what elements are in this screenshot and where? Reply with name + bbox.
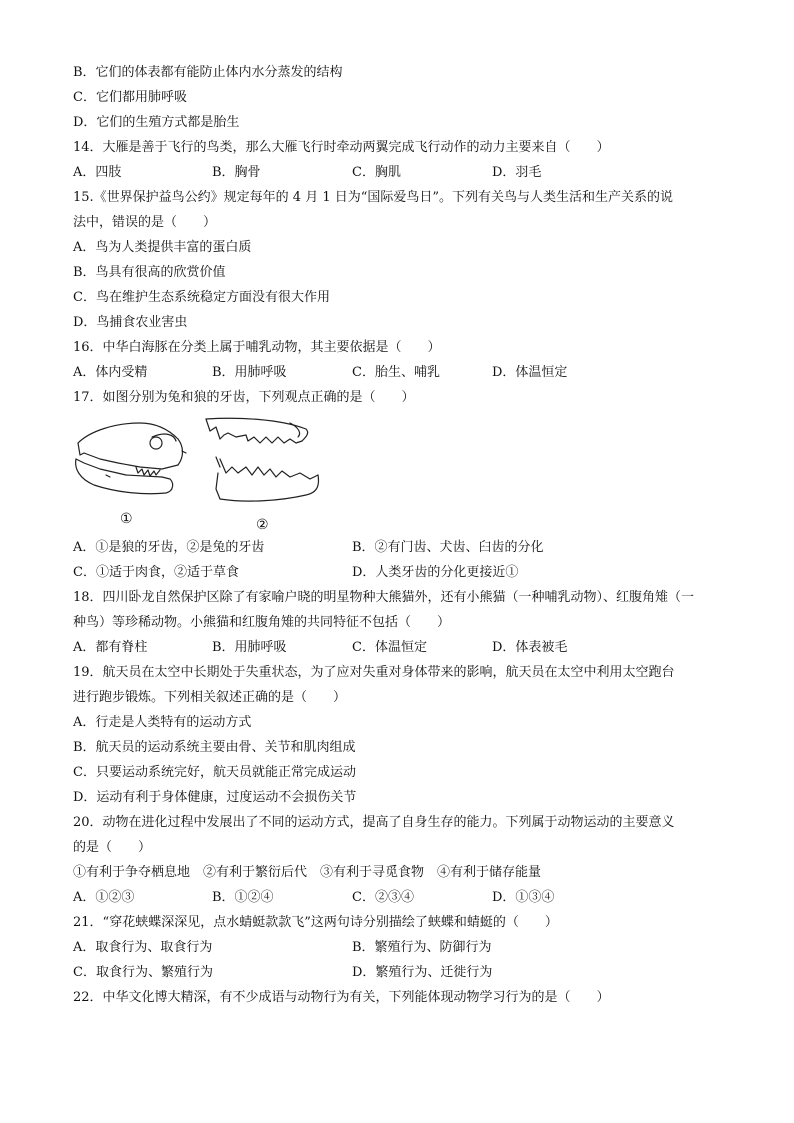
q14-option-b: B．胸骨 xyxy=(212,165,261,180)
question-20-line2: 的是（ ） xyxy=(73,840,152,855)
q20-option-c: C．②③④ xyxy=(352,890,414,905)
q17-option-b: B．②有门齿、犬齿、臼齿的分化 xyxy=(352,540,544,555)
q14-option-c: C．胸肌 xyxy=(352,165,401,180)
q20-option-d: D．①③④ xyxy=(492,890,555,905)
q20-option-a: A．①②③ xyxy=(73,890,135,905)
q19-option-c: C．只要运动系统完好，航天员就能正常完成运动 xyxy=(73,765,356,780)
q17-option-c: C．①适于肉食，②适于草食 xyxy=(73,565,239,580)
q19-option-b: B．航天员的运动系统主要由骨、关节和肌肉组成 xyxy=(73,740,356,755)
q13-option-d: D．它们的生殖方式都是胎生 xyxy=(73,115,240,130)
q21-option-b: B．繁殖行为、防御行为 xyxy=(352,940,492,955)
q15-option-b: B．鸟具有很高的欣赏价值 xyxy=(73,265,226,280)
figure-label-1: ① xyxy=(120,511,133,527)
q15-option-a: A．鸟为人类提供丰富的蛋白质 xyxy=(73,240,252,255)
question-21: 21．“穿花蛱蝶深深见，点水蜻蜓款款飞”这两句诗分别描绘了蛱蝶和蜻蜓的（ ） xyxy=(73,915,558,930)
q19-option-d: D．运动有利于身体健康，过度运动不会损伤关节 xyxy=(73,790,357,805)
q16-option-d: D．体温恒定 xyxy=(492,365,568,380)
rabbit-skull-drawing xyxy=(76,423,186,494)
question-19-line2: 进行跑步锻炼。下列相关叙述正确的是（ ） xyxy=(73,690,347,705)
q21-option-a: A．取食行为、取食行为 xyxy=(73,940,213,955)
q16-option-b: B．用肺呼吸 xyxy=(212,365,287,380)
question-20-statements: ①有利于争夺栖息地 ②有利于繁衍后代 ③有利于寻觅食物 ④有利于储存能量 xyxy=(73,865,542,880)
question-19-line1: 19．航天员在太空中长期处于失重状态，为了应对失重对身体带来的影响，航天员在太空中利用太空跑台 xyxy=(73,665,675,680)
question-17: 17．如图分别为兔和狼的牙齿，下列观点正确的是（ ） xyxy=(73,390,415,405)
question-14: 14．大雁是善于飞行的鸟类，那么大雁飞行时牵动两翼完成飞行动作的动力主要来自（ ） xyxy=(73,140,610,155)
wolf-teeth-drawing xyxy=(206,418,319,501)
q20-option-b: B．①②④ xyxy=(212,890,274,905)
question-15-line1: 15.《世界保护益鸟公约》规定每年的 4 月 1 日为“国际爱鸟日”。下列有关鸟与人类生活和生产关系的说 xyxy=(73,190,674,205)
q15-option-c: C．鸟在维护生态系统稳定方面没有很大作用 xyxy=(73,290,330,305)
q21-option-c: C．取食行为、繁殖行为 xyxy=(73,965,213,980)
q19-option-a: A．行走是人类特有的运动方式 xyxy=(73,715,252,730)
question-18-line2: 种鸟）等珍稀动物。小熊猫和红腹角雉的共同特征不包括（ ） xyxy=(73,615,451,630)
question-18-line1: 18．四川卧龙自然保护区除了有家喻户晓的明星物种大熊猫外，还有小熊猫（一种哺乳动物）、红腹角雉（一 xyxy=(73,590,695,605)
question-20-line1: 20．动物在进化过程中发展出了不同的运动方式，提高了自身生存的能力。下列属于动物运动的主要意义 xyxy=(73,815,675,830)
q16-option-a: A．体内受精 xyxy=(73,365,148,380)
teeth-diagram-svg xyxy=(70,413,340,538)
q14-option-a: A．四肢 xyxy=(73,165,122,180)
q18-option-b: B．用肺呼吸 xyxy=(212,640,287,655)
q17-option-d: D．人类牙齿的分化更接近① xyxy=(352,565,519,580)
q13-option-c: C．它们都用肺呼吸 xyxy=(73,90,187,105)
question-16: 16．中华白海豚在分类上属于哺乳动物，其主要依据是（ ） xyxy=(73,340,441,355)
figure-label-2: ② xyxy=(256,517,269,533)
q13-option-b: B．它们的体表都有能防止体内水分蒸发的结构 xyxy=(73,65,343,80)
q18-option-d: D．体表被毛 xyxy=(492,640,568,655)
q18-option-a: A．都有脊柱 xyxy=(73,640,148,655)
q18-option-c: C．体温恒定 xyxy=(352,640,427,655)
q16-option-c: C．胎生、哺乳 xyxy=(352,365,440,380)
q21-option-d: D．繁殖行为、迁徙行为 xyxy=(352,965,493,980)
teeth-figure xyxy=(70,413,340,538)
question-22: 22．中华文化博大精深，有不少成语与动物行为有关，下列能体现动物学习行为的是（ ） xyxy=(73,990,610,1005)
q15-option-d: D．鸟捕食农业害虫 xyxy=(73,315,188,330)
q17-option-a: A．①是狼的牙齿，②是兔的牙齿 xyxy=(73,540,265,555)
question-15-line2: 法中，错误的是（ ） xyxy=(73,215,217,230)
q14-option-d: D．羽毛 xyxy=(492,165,542,180)
